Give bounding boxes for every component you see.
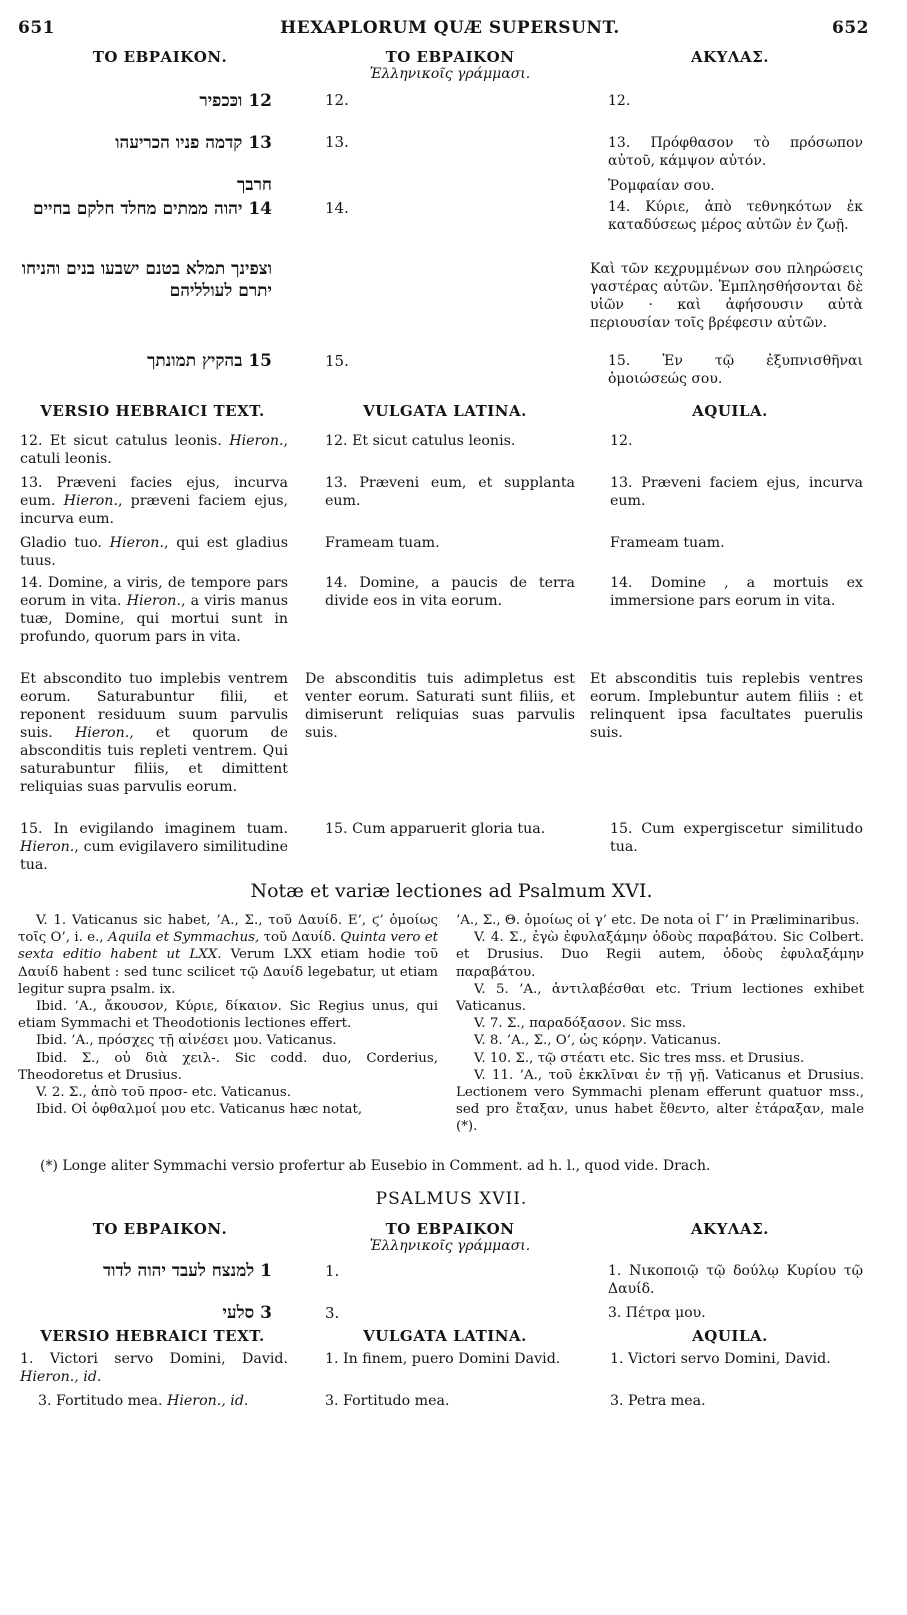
versio-body: , et quorum de absconditis tuis repleti ventrem. Qui saturabuntur filiis, et dimittent reliquias suas parvulis eorum. bbox=[20, 725, 288, 795]
note-italic: Aquila et Symmachus, bbox=[107, 930, 260, 946]
hebrew-text: 13 קדמה פניו הכריעהו bbox=[115, 133, 272, 153]
vulgata-text: De absconditis tuis adimpletus est venter eorum. Saturati sunt filiis, et dimiserunt reliquias suas parvulis suis. bbox=[305, 671, 575, 741]
verse-number: 3. bbox=[325, 1304, 340, 1322]
aquila-text: 13. Præveni faciem ejus, incurva eum. bbox=[610, 475, 863, 509]
notes-title: Notæ et variæ lectiones ad Psalmum XVI. bbox=[250, 880, 653, 902]
versio-body: Gladio tuo. bbox=[20, 535, 110, 551]
running-title: HEXAPLORUM QUÆ SUPERSUNT. bbox=[280, 18, 620, 38]
verse-number: 14. bbox=[325, 199, 349, 217]
aquila-text: 15. Cum expergiscetur similitudo tua. bbox=[610, 821, 863, 855]
versio-body: , præveni faciem ejus, incurva eum. bbox=[20, 493, 288, 527]
vulgata-text: 3. Fortitudo mea. bbox=[325, 1393, 450, 1409]
note-entry: V. 11. ’Α., τοῦ ἐκκλῖναι ἐν τῇ γῇ. Vaticanus et Drusius. Lectionem vero Symmachi plenam efferunt quatuor mss., sed pro ἔταξαν, unus habet ἔθεντο, alter ἐτάραξαν, male (*). bbox=[456, 1067, 864, 1135]
hieron-ref: Hieron. bbox=[63, 493, 118, 509]
col-head-versio: VERSIO HEBRAICI TEXT. bbox=[40, 1327, 265, 1345]
hieron-ref: Hieron. bbox=[20, 839, 75, 855]
vulgata-text: Frameam tuam. bbox=[325, 535, 440, 551]
versio-text bbox=[38, 1392, 288, 1410]
hieron-ref: Hieron., id. bbox=[166, 1393, 249, 1409]
greek-text: 13. Πρόφθασον τὸ πρόσωπον αὐτοῦ, κάμψον αὐτόν. bbox=[608, 135, 863, 169]
note-text: Verum LXX etiam hodie τοῦ Δαυίδ habent : sed tunc scilicet τῷ Δαυίδ legebatur, ut etiam legitur supra psalm. ix. bbox=[18, 947, 438, 997]
greek-text: 15. Ἐν τῷ ἐξυπνισθῆναι ὁμοιώσεώς σου. bbox=[608, 353, 863, 387]
col-head-vulgata: VULGATA LATINA. bbox=[363, 402, 527, 420]
vulgata-text: 15. Cum apparuerit gloria tua. bbox=[325, 821, 546, 837]
versio-text bbox=[20, 474, 288, 528]
note-text: τοῦ Δαυίδ. bbox=[259, 930, 341, 946]
note-text: V. 1. Vaticanus sic habet, ’Α., Σ., τοῦ Δαυίδ. Ε’, ϛ’ ὁμοίως τοῖς Ο’, i. e., bbox=[18, 913, 438, 946]
col-head-hebrew: ΤΟ ΕΒΡΑΙΚΟΝ. bbox=[92, 48, 228, 66]
psalm-title: PSALMUS XVII. bbox=[375, 1189, 528, 1209]
versio-body: 3. Fortitudo mea. bbox=[38, 1393, 167, 1409]
col-head-versio: VERSIO HEBRAICI TEXT. bbox=[40, 402, 265, 420]
note-entry: V. 10. Σ., τῷ στέατι etc. Sic tres mss. et Drusius. bbox=[474, 1050, 805, 1066]
hieron-ref: Hieron. bbox=[109, 535, 164, 551]
hebrew-text: וצפינך תמלא בטנם ישבעו בנים והניחו יתרם לעולליהם bbox=[21, 259, 272, 301]
verse-number: 12. bbox=[325, 91, 349, 109]
note-entry: Ibid. Οἱ ὀφθαλμοί μου etc. Vaticanus hæc notat, bbox=[36, 1102, 363, 1118]
hebrew-text: 12 וכּכפיר bbox=[199, 91, 272, 111]
col-head-aquila-latin: AQUILA. bbox=[692, 1327, 768, 1345]
col-head-hebrew-greek: ΤΟ ΕΒΡΑΙΚΟΝ bbox=[385, 48, 515, 66]
greek-text: Καὶ τῶν κεχρυμμένων σου πληρώσεις γαστέρας αὐτῶν. Ἐμπλησθήσονται δὲ υἱῶν · καὶ ἀφήσουσιν αὐτὰ περιουσίαν τοῖς βρέφεσιν αὐτῶν. bbox=[590, 261, 863, 331]
versio-text bbox=[20, 574, 288, 646]
hieron-ref: Hieron. bbox=[229, 433, 284, 449]
greek-text: 3. Πέτρα μου. bbox=[608, 1305, 706, 1321]
versio-body: 14. Domine, a viris, de tempore pars eorum in vita. bbox=[20, 575, 288, 609]
footnote: (*) Longe aliter Symmachi versio profertur ab Eusebio in Comment. ad h. l., quod vide. Drach. bbox=[40, 1158, 711, 1174]
hieron-ref: Hieron. bbox=[126, 593, 181, 609]
versio-body: 13. Præveni facies ejus, incurva eum. bbox=[20, 475, 288, 509]
note-italic: Quinta vero et sexta editio habent ut LXX. bbox=[18, 930, 438, 963]
page-number-left: 651 bbox=[18, 18, 55, 38]
versio-text bbox=[20, 1350, 288, 1386]
col-subhead: Ἑλληνικοῖς γράμμασι. bbox=[369, 1238, 531, 1254]
note-entry: V. 2. Σ., ἀπὸ τοῦ προσ- etc. Vaticanus. bbox=[36, 1085, 292, 1101]
note-entry: V. 8. ’Α., Σ., Ο’, ὡς κόρην. Vaticanus. bbox=[474, 1033, 722, 1049]
versio-body: , cum evigilavero similitudine tua. bbox=[20, 839, 288, 873]
versio-text bbox=[20, 820, 288, 874]
notes-left-column bbox=[18, 912, 438, 1118]
hebrew-text: חרבך bbox=[237, 175, 272, 195]
notes-right-column bbox=[456, 912, 864, 1136]
aquila-text: 12. bbox=[610, 433, 633, 449]
greek-text: 14. Κύριε, ἀπὸ τεθνηκότων ἐκ καταδύσεως μέρος αὐτῶν ἐν ζωῇ. bbox=[608, 199, 863, 233]
col-head-aquila: ΑΚΥΛΑΣ. bbox=[691, 48, 769, 66]
col-head-vulgata: VULGATA LATINA. bbox=[363, 1327, 527, 1345]
col-head-hebrew: ΤΟ ΕΒΡΑΙΚΟΝ. bbox=[92, 1220, 228, 1238]
col-head-aquila-latin: AQUILA. bbox=[692, 402, 768, 420]
col-head-hebrew-greek: ΤΟ ΕΒΡΑΙΚΟΝ bbox=[385, 1220, 515, 1238]
versio-body: 15. In evigilando imaginem tuam. bbox=[20, 821, 288, 837]
hebrew-text: 15 בהקיץ תמונתך bbox=[147, 351, 272, 371]
verse-number: 15. bbox=[325, 352, 349, 370]
verse-number: 1. bbox=[325, 1262, 340, 1280]
note-entry: V. 7. Σ., παραδόξασον. Sic mss. bbox=[474, 1016, 687, 1032]
vulgata-text: 1. In finem, puero Domini David. bbox=[325, 1351, 561, 1367]
note-entry: V. 5. ’Α., ἀντιλαβέσθαι etc. Trium lectiones exhibet Vaticanus. bbox=[456, 981, 864, 1015]
versio-body: Et absconditο tuo implebis ventrem eorum. Saturabuntur filii, et reponent residuum suum parvulis suis. bbox=[20, 671, 288, 741]
versio-body: 1. Victori servo Domini, David. bbox=[20, 1351, 288, 1367]
note-entry: ’Α., Σ., Θ. ὁμοίως οἱ γ’ etc. De nota οἱ Γ’ in Præliminaribus. bbox=[456, 913, 860, 928]
versio-body: , catuli leonis. bbox=[20, 433, 288, 467]
note-entry: V. 4. Σ., ἐγὼ ἐφυλαξάμην ὁδοὺς παραβάτου. Sic Colbert. et Drusius. Duo Regii autem, ὁδοὺς ἐφυλαξάμην παραβάτου. bbox=[456, 930, 864, 980]
col-subhead: Ἑλληνικοῖς γράμμασι. bbox=[369, 66, 531, 82]
aquila-text: 3. Petra mea. bbox=[610, 1393, 706, 1409]
vulgata-text: 12. Et sicut catulus leonis. bbox=[325, 433, 516, 449]
page-number-right: 652 bbox=[832, 18, 869, 38]
aquila-text: 14. Domine , a mortuis ex immersione pars eorum in vita. bbox=[610, 575, 863, 609]
note-entry bbox=[18, 912, 438, 998]
aquila-text: 1. Victori servo Domini, David. bbox=[610, 1351, 831, 1367]
col-head-aquila: ΑΚΥΛΑΣ. bbox=[691, 1220, 769, 1238]
vulgata-text: 13. Præveni eum, et supplanta eum. bbox=[325, 475, 575, 509]
hieron-ref: Hieron. bbox=[74, 725, 130, 741]
note-entry: Ibid. Σ., οὐ διὰ χειλ-. Sic codd. duo, Corderius, Theodoretus et Drusius. bbox=[18, 1050, 438, 1083]
aquila-text: Et absconditis tuis replebis ventres eorum. Implebuntur autem filiis : et relinquent ipsa facultates puerulis suis. bbox=[590, 671, 863, 741]
note-entry: Ibid. ’Α., ἄκουσον, Κύριε, δίκαιον. Sic Regius unus, qui etiam Symmachi et Theodotionis lectiones effert. bbox=[18, 999, 438, 1032]
greek-text: Ῥομφαίαν σου. bbox=[608, 178, 715, 194]
versio-body: 12. Et sicut catulus leonis. bbox=[20, 433, 230, 449]
vulgata-text: 14. Domine, a paucis de terra divide eos in vita eorum. bbox=[325, 575, 575, 609]
versio-text bbox=[20, 432, 288, 468]
greek-text: 12. bbox=[608, 93, 631, 109]
versio-text bbox=[20, 534, 288, 570]
hebrew-text: 3 סלעי bbox=[222, 1303, 272, 1323]
verse-number: 13. bbox=[325, 133, 349, 151]
versio-text bbox=[20, 670, 288, 796]
note-entry: Ibid. ’Α., πρόσχες τῇ αἰνέσει μου. Vaticanus. bbox=[36, 1033, 337, 1049]
hieron-ref: Hieron., id. bbox=[20, 1369, 102, 1385]
aquila-text: Frameam tuam. bbox=[610, 535, 725, 551]
versio-body: , qui est gladius tuus. bbox=[20, 535, 289, 569]
hebrew-text: 1 למנצח לעבד יהוה לדוד bbox=[102, 1261, 272, 1281]
greek-text: 1. Νικοποιῷ τῷ δούλῳ Κυρίου τῷ Δαυίδ. bbox=[608, 1263, 863, 1297]
hebrew-text: 14 יהוה ממתים מחלד חלקם בחיים bbox=[33, 199, 272, 219]
versio-body: , a viris manus tuæ, Domine, qui mortui sunt in profundo, quorum pars in vita. bbox=[20, 593, 288, 645]
